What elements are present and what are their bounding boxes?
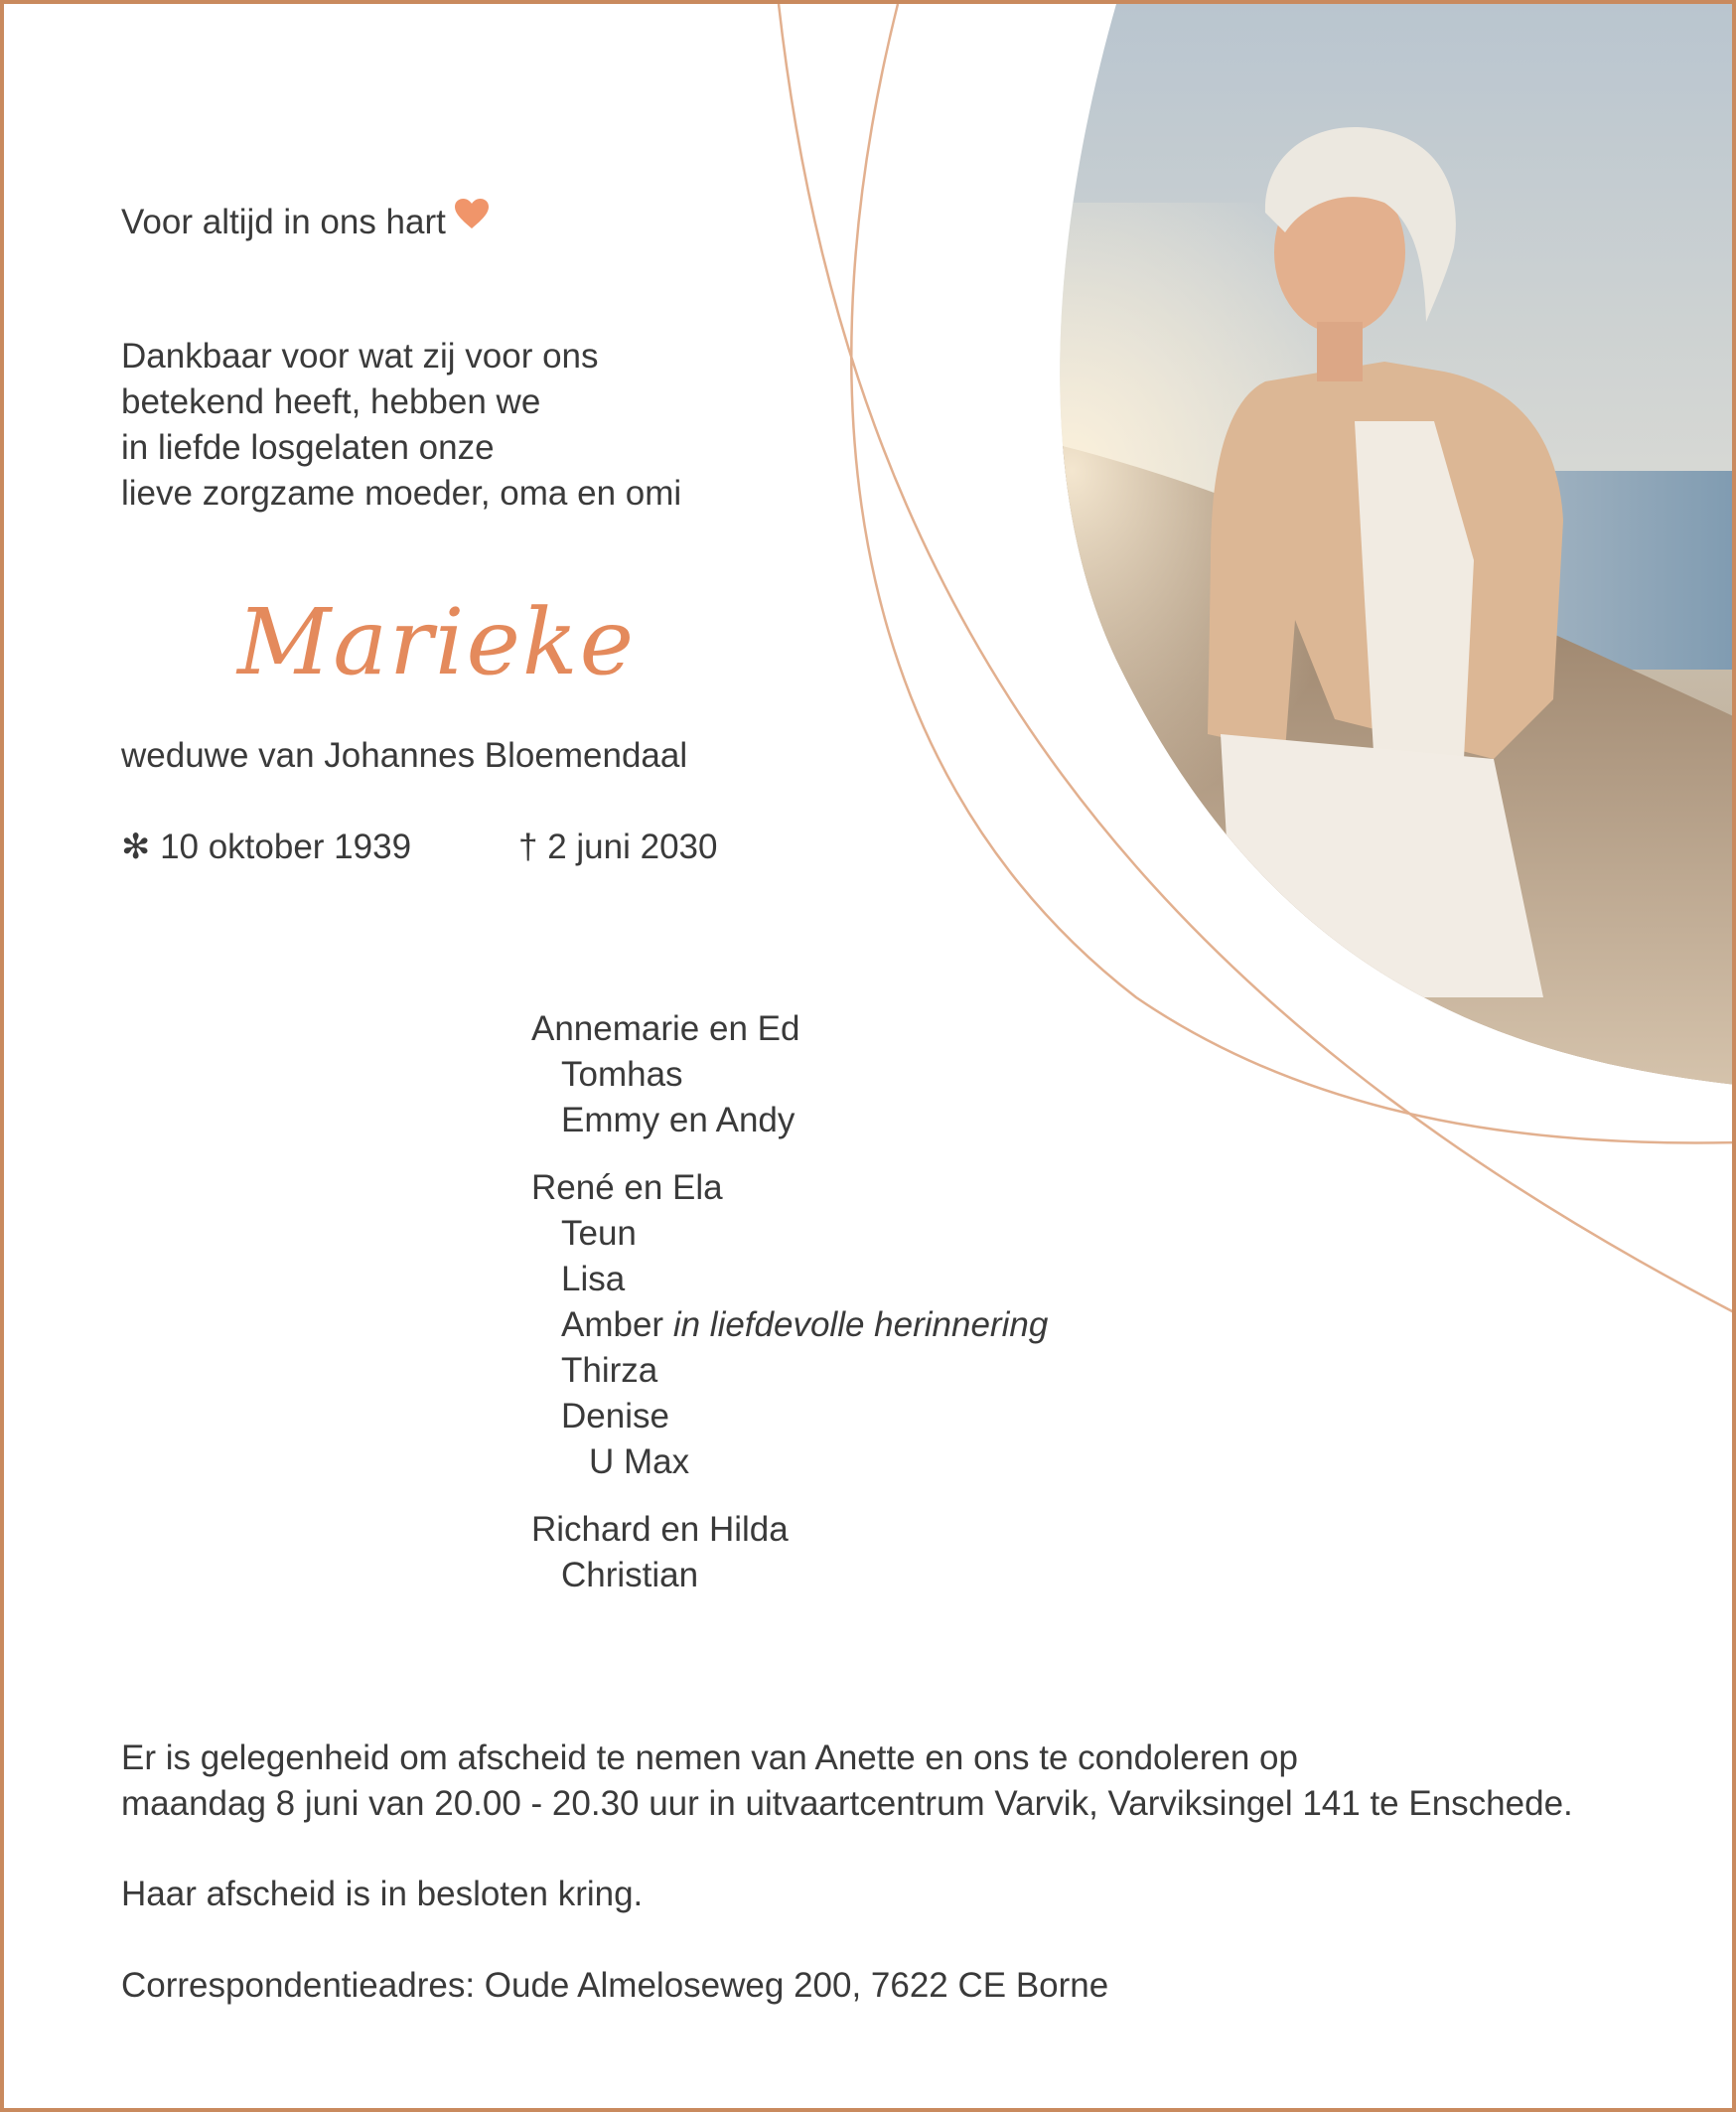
- birth-star-icon: ✻: [121, 828, 151, 866]
- intro-text: [121, 334, 681, 517]
- family-child: Teun: [561, 1214, 637, 1253]
- deceased-name: Marieke: [237, 589, 637, 695]
- closing-text: Haar afscheid is in besloten kring.: [121, 1875, 644, 1913]
- heart-icon: [454, 196, 490, 241]
- family-child: Lisa: [561, 1260, 626, 1298]
- death-cross-icon: †: [518, 828, 538, 866]
- family-parents: Richard en Hilda: [531, 1510, 789, 1549]
- death-date-text: 2 juni 2030: [547, 828, 718, 866]
- intro-line: Dankbaar voor wat zij voor ons: [121, 337, 599, 376]
- condolence-notice: [121, 1735, 1573, 1827]
- motto-text: Voor altijd in ons hart: [121, 203, 446, 241]
- relation-text: weduwe van Johannes Bloemendaal: [121, 736, 688, 775]
- memorial-note: in liefdevolle herinnering: [672, 1305, 1049, 1344]
- family-parents: Annemarie en Ed: [531, 1009, 800, 1048]
- intro-line: in liefde losgelaten onze: [121, 428, 495, 467]
- notice-line: maandag 8 juni van 20.00 - 20.30 uur in uitvaartcentrum Varvik, Varviksingel 141 te Enschede.: [121, 1784, 1573, 1823]
- death-date: [518, 825, 717, 870]
- family-parents: René en Ela: [531, 1168, 723, 1207]
- family-grandchild: U Max: [589, 1442, 690, 1481]
- family-list: [531, 1006, 1048, 1598]
- family-child-name: Amber: [561, 1305, 664, 1344]
- family-child: Emmy en Andy: [561, 1101, 796, 1139]
- intro-line: lieve zorgzame moeder, oma en omi: [121, 474, 682, 513]
- family-child: Thirza: [561, 1351, 658, 1390]
- notice-line: Er is gelegenheid om afscheid te nemen van Anette en ons te condoleren op: [121, 1738, 1298, 1777]
- motto: [121, 196, 490, 245]
- correspondence-address: Correspondentieadres: Oude Almeloseweg 200, 7622 CE Borne: [121, 1966, 1109, 2005]
- family-child: Tomhas: [561, 1055, 683, 1094]
- intro-line: betekend heeft, hebben we: [121, 382, 541, 421]
- family-child: Denise: [561, 1397, 669, 1435]
- family-child: [531, 1302, 1048, 1348]
- birth-date: [121, 825, 411, 870]
- family-child: Christian: [561, 1556, 699, 1594]
- birth-date-text: 10 oktober 1939: [160, 828, 412, 866]
